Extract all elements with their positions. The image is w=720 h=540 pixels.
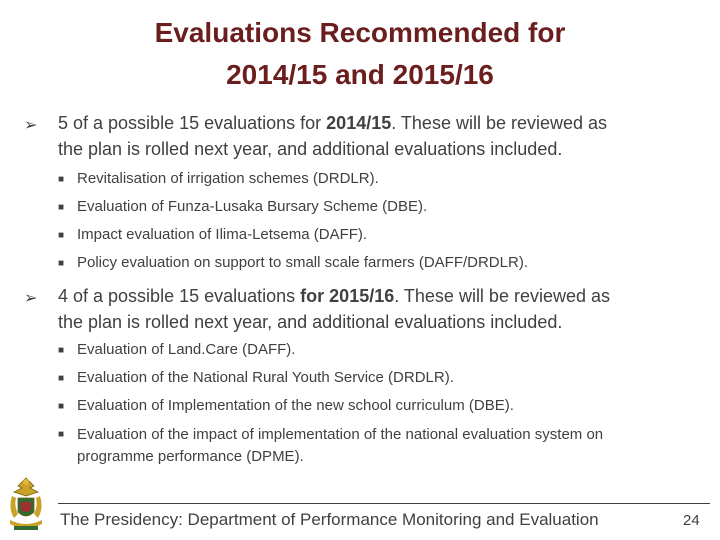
section1-intro-post: . These will be reviewed as [391,113,608,133]
footer-divider [58,503,710,504]
section1-intro-line2: the plan is rolled next year, and additional evaluations included. [58,139,563,159]
list-item-line1: Evaluation of the impact of implementation of the national evaluation system on [77,426,604,443]
slide-title [60,12,660,96]
title-line-1: Evaluations Recommended for [154,17,566,48]
section1-intro-year: 2014/15 [326,113,392,133]
list-item: Impact evaluation of Ilima-Letsema (DAFF). [77,226,368,243]
list-item: Evaluation of Funza-Lusaka Bursary Scheme (DBE). [77,198,428,215]
list-item: Evaluation of Implementation of the new school curriculum (DBE). [77,397,514,414]
list-item: Evaluation of the National Rural Youth Service (DRDLR). [77,369,454,386]
page-number: 24 [683,512,700,529]
section2-intro-line2: the plan is rolled next year, and additional evaluations included. [58,312,563,332]
title-line-2: 2014/15 and 2015/16 [226,59,494,90]
section2-intro-post: . These will be reviewed as [394,286,611,306]
square-bullet-icon: ■ [58,429,65,440]
list-item: Policy evaluation on support to small scale farmers (DAFF/DRDLR). [77,254,528,271]
section2-intro-year: for 2015/16 [300,286,395,306]
square-bullet-icon: ■ [58,202,65,213]
section1-intro-pre: 5 of a possible 15 evaluations for [58,113,327,133]
square-bullet-icon: ■ [58,373,65,384]
square-bullet-icon: ■ [58,401,65,412]
square-bullet-icon: ■ [58,345,65,356]
section1-intro [58,110,698,162]
square-bullet-icon: ■ [58,230,65,241]
square-bullet-icon: ■ [58,258,65,269]
section2-intro [58,283,698,335]
arrow-bullet-icon: ➢ [24,117,38,134]
footer-text: The Presidency: Department of Performance Monitoring and Evaluation [60,510,599,529]
list-item [77,424,707,468]
square-bullet-icon: ■ [58,174,65,185]
arrow-bullet-icon: ➢ [24,290,38,307]
list-item-line2: programme performance (DPME). [77,448,304,465]
coat-of-arms-icon [4,474,48,536]
section2-intro-pre: 4 of a possible 15 evaluations [58,286,301,306]
list-item: Revitalisation of irrigation schemes (DRDLR). [77,170,379,187]
list-item: Evaluation of Land.Care (DAFF). [77,341,296,358]
